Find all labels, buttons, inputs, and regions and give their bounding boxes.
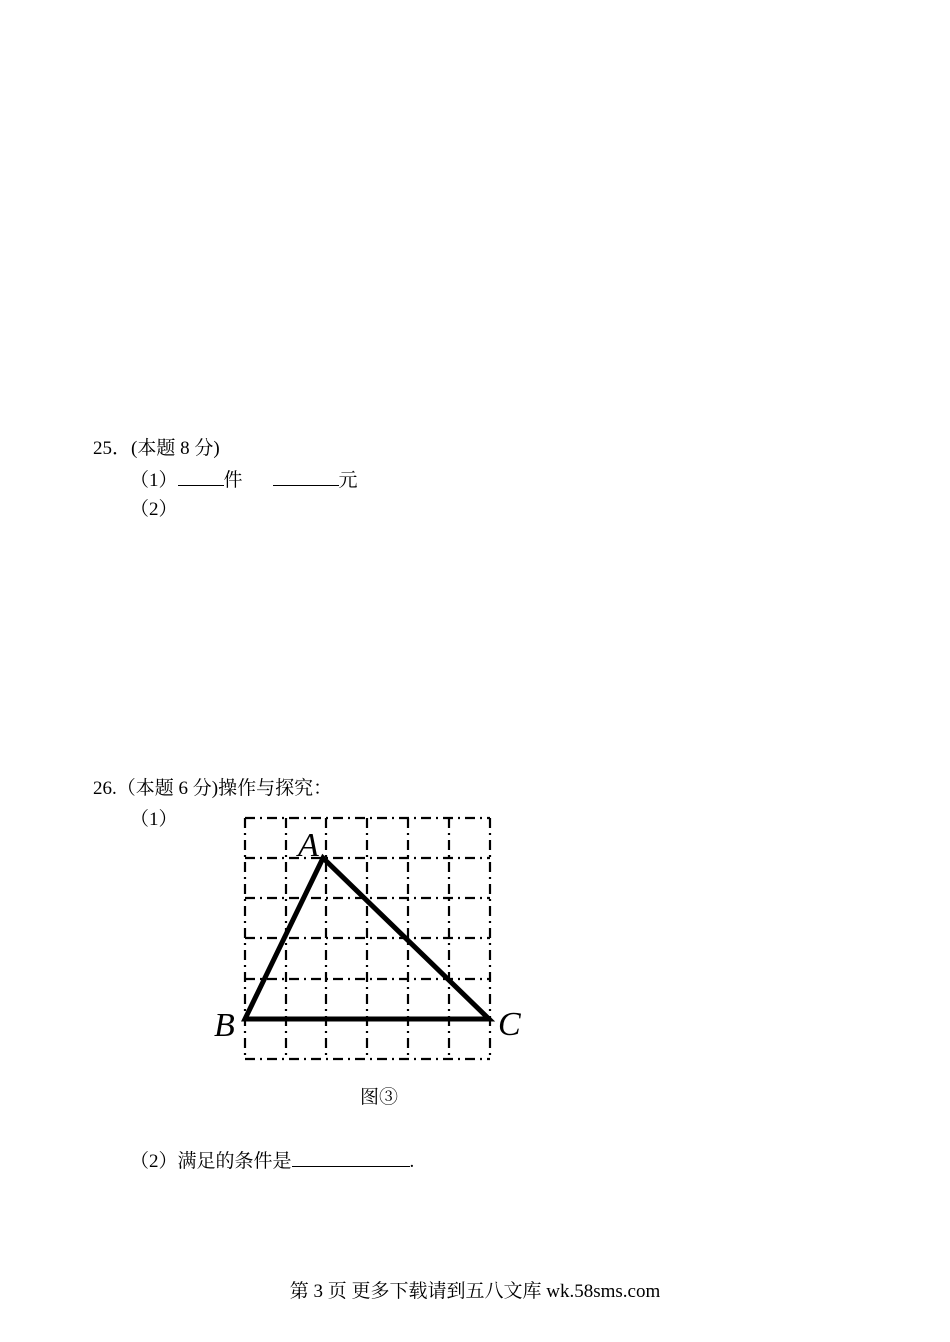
q26-heading: 26.（本题 6 分)操作与探究： <box>93 778 333 799</box>
page-footer: 第 3 页 更多下载请到五八文库 wk.58sms.com <box>289 1281 661 1302</box>
q26-part2-text: （2）满足的条件是 <box>130 1151 292 1172</box>
vertex-label-c: C <box>498 1006 521 1043</box>
q25-unit-2: 元 <box>338 470 358 491</box>
q25-part1 <box>130 468 358 492</box>
q25-answer-blank-2[interactable] <box>273 468 339 486</box>
q26-answer-blank[interactable] <box>292 1149 410 1167</box>
q26-part2-end: . <box>409 1151 415 1172</box>
q25-part1-label: （1） <box>130 470 178 491</box>
q26-part2 <box>130 1149 414 1173</box>
vertex-label-a: A <box>298 827 319 864</box>
q26-part1-label: （1） <box>130 809 178 830</box>
q25-answer-blank-1[interactable] <box>178 468 224 486</box>
vertex-label-b: B <box>214 1007 235 1044</box>
q25-part2-label: （2） <box>130 499 178 520</box>
q25-heading: 25．(本题 8 分) <box>93 438 220 459</box>
figure-caption: 图③ <box>360 1087 399 1108</box>
triangle-grid-figure <box>210 810 530 1068</box>
q25-unit-1: 件 <box>223 470 243 491</box>
